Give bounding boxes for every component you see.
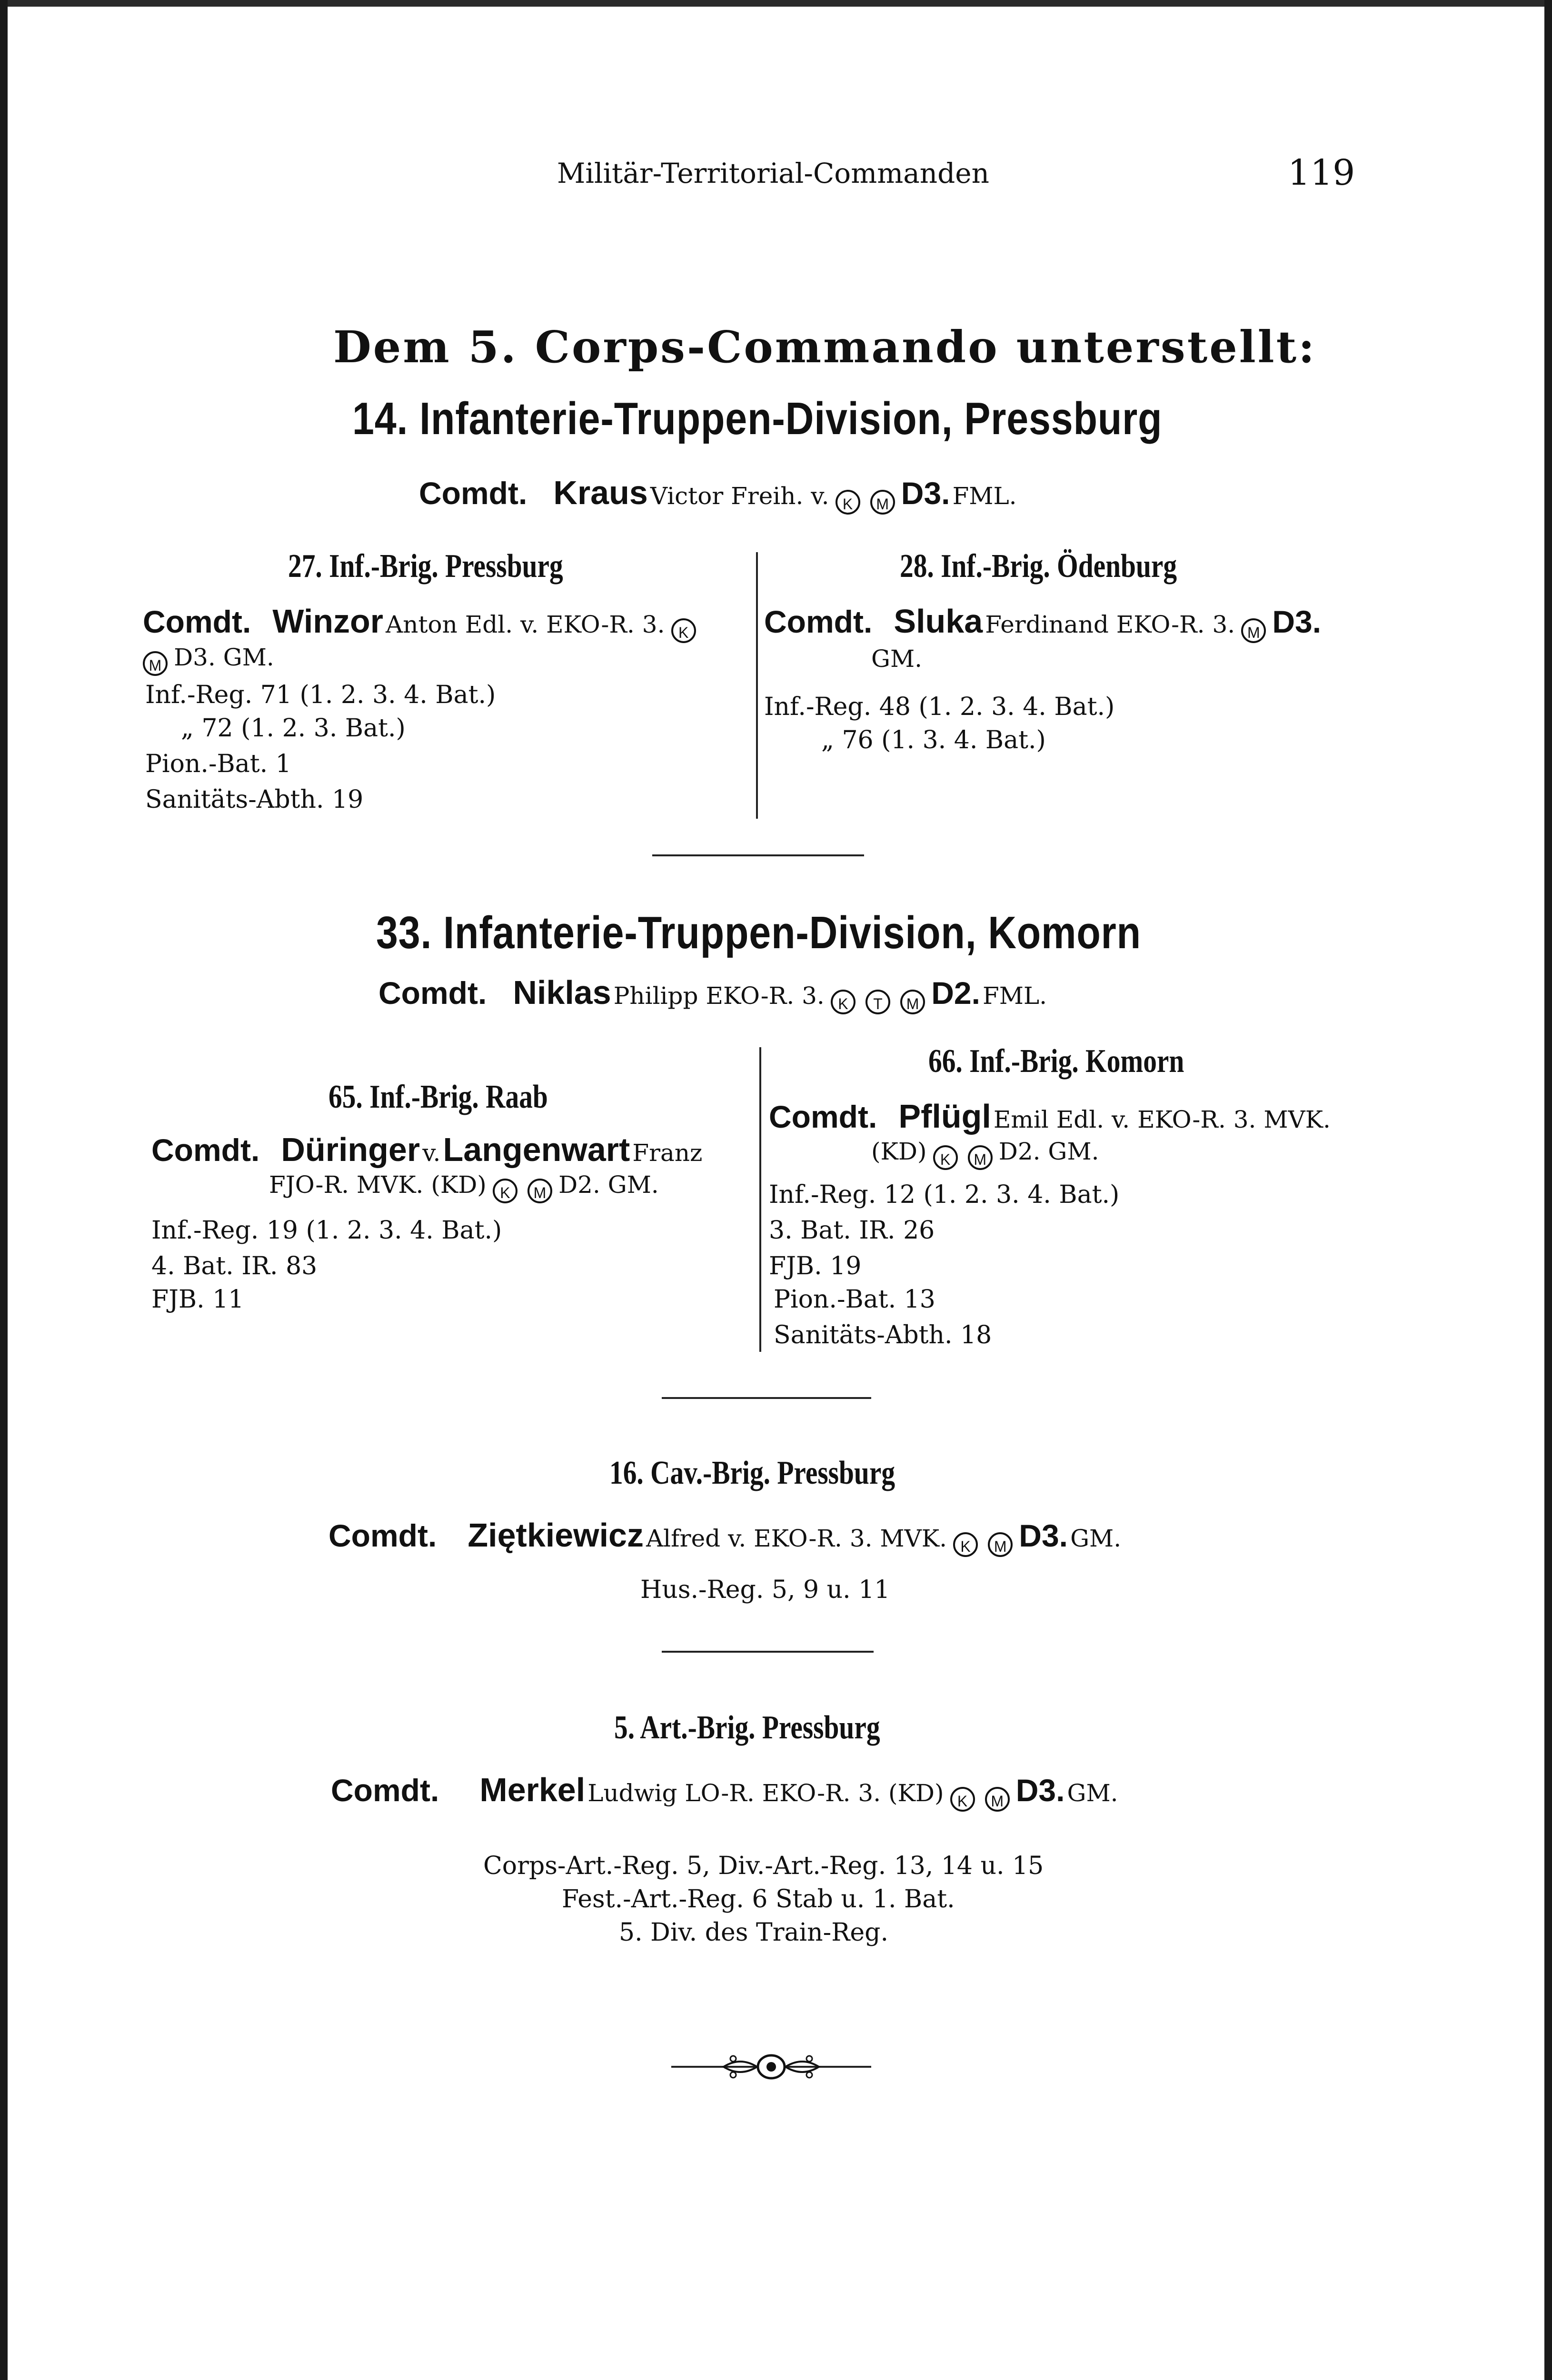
comdt-label: Comdt. — [769, 1099, 877, 1134]
decoration: D2. — [931, 975, 980, 1011]
running-head: Militär-Territorial-Commanden — [557, 157, 989, 189]
commander-name: Düringer — [281, 1131, 420, 1168]
commander-name: Niklas — [513, 974, 611, 1011]
k-circle-icon: K — [831, 990, 856, 1014]
k-circle-icon: K — [671, 618, 696, 643]
unit-line: Inf.-Reg. 19 (1. 2. 3. 4. Bat.) — [151, 1216, 502, 1245]
k-circle-icon: K — [493, 1179, 517, 1203]
m-circle-icon: M — [988, 1532, 1013, 1557]
unit-line: Sanitäts-Abth. 19 — [145, 785, 364, 814]
t-circle-icon: T — [866, 990, 890, 1014]
brigade-28-commander — [764, 602, 1321, 643]
brigade-66-commander — [769, 1097, 1331, 1135]
unit-line: Inf.-Reg. 12 (1. 2. 3. 4. Bat.) — [769, 1180, 1120, 1209]
unit-line: Hus.-Reg. 5, 9 u. 11 — [640, 1576, 890, 1604]
column-divider — [759, 1047, 761, 1352]
divider — [652, 854, 864, 856]
unit-line: Sanitäts-Abth. 18 — [774, 1321, 992, 1349]
brigade-65-commander-cont — [269, 1171, 659, 1203]
artillery-brigade-title: 5. Art.-Brig. Pressburg — [614, 1709, 880, 1746]
unit-line: Pion.-Bat. 13 — [774, 1285, 935, 1314]
division-14-title: 14. Infanterie-Truppen-Division, Pressburg — [352, 393, 1163, 444]
page-number: 119 — [1288, 152, 1355, 193]
rank: FML. — [952, 482, 1017, 510]
commander-details: Ludwig LO-R. EKO-R. 3. (KD) — [587, 1779, 944, 1807]
brigade-27-title: 27. Inf.-Brig. Pressburg — [288, 548, 563, 585]
commander-details: Ferdinand EKO-R. 3. — [985, 611, 1235, 638]
brigade-27-commander — [143, 602, 700, 643]
k-circle-icon: K — [836, 490, 860, 515]
cavalry-brigade-title: 16. Cav.-Brig. Pressburg — [609, 1455, 895, 1491]
comdt-label: Comdt. — [331, 1773, 439, 1808]
m-circle-icon: M — [1241, 618, 1266, 643]
divider — [662, 1397, 871, 1399]
unit-line: „ 76 (1. 3. 4. Bat.) — [821, 726, 1046, 754]
rank: GM. — [1070, 1525, 1122, 1552]
unit-line: FJB. 11 — [151, 1285, 244, 1314]
decorations: (KD) — [871, 1138, 927, 1165]
name-particle: v. — [422, 1139, 441, 1167]
unit-line: FJB. 19 — [769, 1252, 862, 1280]
unit-line: Fest.-Art.-Reg. 6 Stab u. 1. Bat. — [562, 1885, 955, 1914]
m-circle-icon: M — [527, 1179, 552, 1203]
unit-line: Corps-Art.-Reg. 5, Div.-Art.-Reg. 13, 14 u. 15 — [483, 1852, 1044, 1880]
m-circle-icon: M — [985, 1787, 1010, 1812]
brigade-66-commander-cont — [871, 1138, 1099, 1170]
decoration: D3. — [901, 476, 950, 511]
m-circle-icon: M — [870, 490, 895, 515]
unit-line: 3. Bat. IR. 26 — [769, 1216, 935, 1245]
m-circle-icon: M — [143, 651, 168, 676]
decoration: D3. — [1015, 1773, 1065, 1808]
scan-border-left — [0, 0, 8, 2380]
commander-details: Philipp EKO-R. 3. — [613, 982, 825, 1010]
comdt-label: Comdt. — [378, 975, 487, 1011]
comdt-label: Comdt. — [419, 476, 527, 511]
k-circle-icon: K — [953, 1532, 978, 1557]
commander-name: Ziętkiewicz — [468, 1517, 644, 1554]
unit-line: Inf.-Reg. 71 (1. 2. 3. 4. Bat.) — [145, 681, 496, 709]
decoration: D3. — [1019, 1518, 1068, 1553]
comdt-label: Comdt. — [764, 604, 873, 639]
rank: GM. — [1067, 1779, 1118, 1807]
division-14-commander — [419, 474, 1017, 515]
artillery-commander — [331, 1771, 1118, 1812]
k-circle-icon: K — [950, 1787, 975, 1812]
unit-line: 5. Div. des Train-Reg. — [619, 1918, 888, 1947]
commander-first-name: Franz — [632, 1139, 703, 1167]
scan-border-top — [0, 0, 1552, 7]
cavalry-commander — [328, 1516, 1121, 1557]
unit-line: „ 72 (1. 2. 3. Bat.) — [181, 714, 406, 743]
division-33-commander — [378, 973, 1047, 1014]
commander-name: Merkel — [479, 1771, 586, 1808]
decoration-rank: D2. GM. — [558, 1171, 659, 1199]
m-circle-icon: M — [900, 990, 925, 1014]
brigade-65-title: 65. Inf.-Brig. Raab — [328, 1079, 548, 1115]
unit-line: 4. Bat. IR. 83 — [151, 1252, 318, 1280]
column-divider — [756, 552, 758, 819]
comdt-label: Comdt. — [143, 604, 251, 639]
scan-border-right — [1544, 0, 1552, 2380]
commander-details: Anton Edl. v. EKO-R. 3. — [386, 611, 665, 638]
brigade-65-commander — [151, 1130, 702, 1169]
decorations: FJO-R. MVK. (KD) — [269, 1171, 487, 1199]
decoration-rank: D3. GM. — [174, 644, 274, 671]
commander-details: Alfred v. EKO-R. 3. MVK. — [646, 1525, 947, 1552]
k-circle-icon: K — [933, 1145, 958, 1170]
brigade-28-title: 28. Inf.-Brig. Ödenburg — [900, 548, 1177, 585]
commander-name: Sluka — [894, 603, 983, 640]
division-33-title: 33. Infanterie-Truppen-Division, Komorn — [376, 907, 1141, 958]
brigade-66-title: 66. Inf.-Brig. Komorn — [928, 1043, 1184, 1080]
brigade-27-commander-cont — [143, 644, 274, 676]
decoration: D3. — [1272, 604, 1322, 639]
commander-name: Kraus — [553, 474, 648, 511]
decoration-rank: D2. GM. — [998, 1138, 1099, 1165]
divider — [662, 1651, 874, 1653]
commander-surname-2: Langenwart — [443, 1131, 630, 1168]
commander-name: Winzor — [272, 603, 384, 640]
rank: FML. — [983, 982, 1047, 1010]
section-intro: Dem 5. Corps-Commando unterstellt: — [333, 321, 1317, 373]
commander-details: Emil Edl. v. EKO-R. 3. MVK. — [993, 1106, 1331, 1133]
rank: GM. — [871, 645, 923, 673]
comdt-label: Comdt. — [151, 1132, 260, 1168]
commander-details: Victor Freih. v. — [650, 482, 829, 510]
commander-name: Pflügl — [898, 1098, 991, 1135]
m-circle-icon: M — [968, 1145, 993, 1170]
comdt-label: Comdt. — [328, 1518, 437, 1553]
unit-line: Pion.-Bat. 1 — [145, 750, 291, 778]
unit-line: Inf.-Reg. 48 (1. 2. 3. 4. Bat.) — [764, 693, 1115, 721]
